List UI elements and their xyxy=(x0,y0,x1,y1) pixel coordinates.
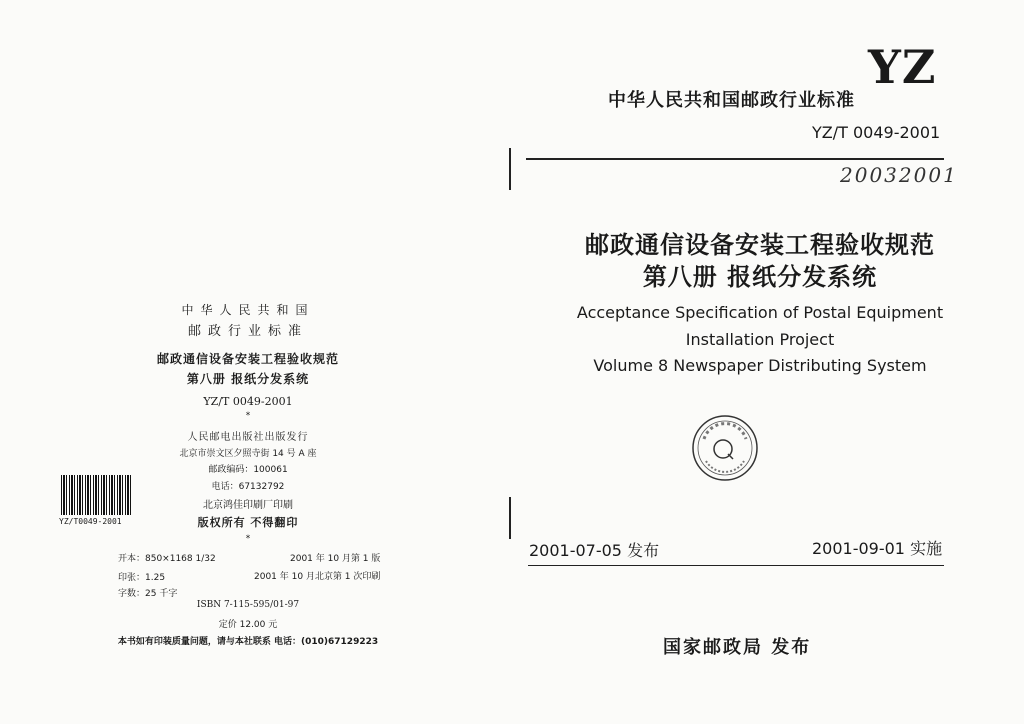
left-printer: 北京鸿佳印刷厂印刷 xyxy=(203,500,293,511)
yz-logo: YZ xyxy=(868,40,937,94)
left-separator-1: * xyxy=(245,411,251,421)
left-isbn: ISBN 7-115-595/01-97 xyxy=(196,600,300,610)
left-word-count: 字数：25 千字 xyxy=(118,589,178,599)
library-stamp-icon xyxy=(690,413,760,483)
left-sheets: 印张：1.25 xyxy=(118,573,166,583)
english-title-line-3: Volume 8 Newspaper Distributing System xyxy=(593,356,927,375)
left-address: 北京市崇文区夕照寺街 14 号 A 座 xyxy=(179,449,317,459)
header-rule xyxy=(526,158,944,160)
english-title-line-1: Acceptance Specification of Postal Equipment xyxy=(576,303,944,322)
left-printing: 2001 年 10 月北京第 1 次印刷 xyxy=(254,572,381,582)
left-phone: 电话：67132792 xyxy=(211,482,285,492)
right-title-line-1: 邮政通信设备安装工程验收规范 xyxy=(585,231,935,259)
barcode-icon xyxy=(61,475,132,515)
handwritten-number: 20032001 xyxy=(840,163,958,187)
left-format: 开本：850×1168 1/32 xyxy=(118,554,216,564)
implementation-date: 2001-09-01 实施 xyxy=(812,539,943,558)
right-country-standard: 中华人民共和国邮政行业标准 xyxy=(608,90,855,111)
binding-mark-bottom xyxy=(509,497,511,539)
left-quality-notice: 本书如有印装质量问题，请与本社联系 电话：(010)67129223 xyxy=(117,637,379,647)
right-standard-code: YZ/T 0049-2001 xyxy=(812,123,941,142)
left-industry-standard: 邮政行业标准 xyxy=(187,324,308,339)
left-country-name: 中华人民共和国 xyxy=(181,303,315,317)
left-separator-2: * xyxy=(245,534,251,544)
right-title-line-2: 第八册 报纸分发系统 xyxy=(642,263,878,291)
left-standard-code: YZ/T 0049-2001 xyxy=(203,395,293,408)
barcode-text: YZ/T0049-2001 xyxy=(59,517,122,526)
left-rights-notice: 版权所有 不得翻印 xyxy=(197,516,299,529)
left-edition: 2001 年 10 月第 1 版 xyxy=(290,554,381,564)
issue-date: 2001-07-05 发布 xyxy=(529,541,660,560)
left-postcode: 邮政编码：100061 xyxy=(208,465,288,475)
left-title: 邮政通信设备安装工程验收规范 xyxy=(156,352,339,366)
binding-mark-top xyxy=(509,148,511,190)
english-title-line-2: Installation Project xyxy=(685,330,835,349)
left-price: 定价 12.00 元 xyxy=(218,620,278,630)
left-publisher: 人民邮电出版社出版发行 xyxy=(187,432,309,443)
footer-rule xyxy=(528,565,944,566)
left-subtitle: 第八册 报纸分发系统 xyxy=(186,372,310,386)
issuing-authority: 国家邮政局 发布 xyxy=(663,637,812,658)
